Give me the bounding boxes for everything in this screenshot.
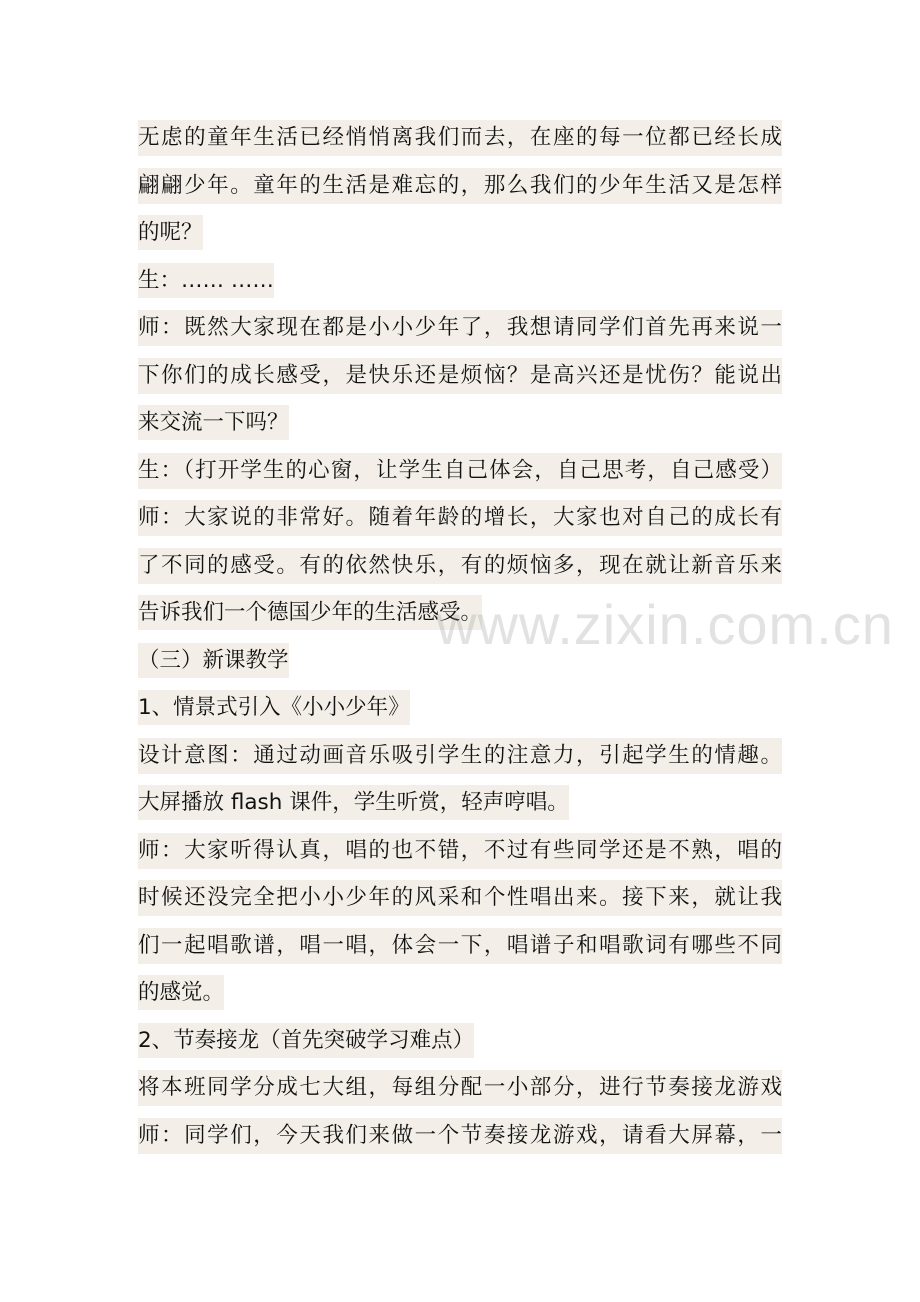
line-text: 来交流一下吗？ bbox=[138, 405, 289, 440]
line-text: 无虑的童年生活已经悄悄离我们而去，在座的每一位都已经长成 bbox=[138, 120, 782, 156]
line-text: 告诉我们一个德国少年的生活感受。 bbox=[138, 595, 482, 630]
watermark: www.zixin.com.cn bbox=[436, 593, 894, 656]
line-text: 生：（打开学生的心窗，让学生自己体会，自己思考，自己感受） bbox=[138, 453, 782, 489]
line-text: 师：同学们，今天我们来做一个节奏接龙游戏，请看大屏幕，一 bbox=[138, 1118, 782, 1154]
section-heading bbox=[138, 637, 788, 685]
line-text: 师：大家说的非常好。随着年龄的增长，大家也对自己的成长有 bbox=[138, 500, 782, 536]
line-text: （三）新课教学 bbox=[138, 643, 289, 678]
text-line bbox=[138, 874, 788, 922]
line-text: 师：大家听得认真，唱的也不错，不过有些同学还是不熟，唱的 bbox=[138, 833, 782, 869]
text-line bbox=[138, 114, 788, 162]
text-line bbox=[138, 399, 788, 447]
text-line bbox=[138, 352, 788, 400]
text-line bbox=[138, 732, 788, 780]
text-line bbox=[138, 969, 788, 1017]
line-text: 1、情景式引入《小小少年》 bbox=[138, 690, 410, 725]
line-text: 生：…… …… bbox=[138, 263, 274, 298]
text-line bbox=[138, 494, 788, 542]
text-line bbox=[138, 304, 788, 352]
text-line bbox=[138, 1064, 788, 1112]
line-text: 将本班同学分成七大组，每组分配一小部分，进行节奏接龙游戏 bbox=[138, 1070, 782, 1106]
line-text: 师：既然大家现在都是小小少年了，我想请同学们首先再来说一 bbox=[138, 310, 782, 346]
text-line bbox=[138, 589, 788, 637]
line-text: 大屏播放 flash 课件，学生听赏，轻声哼唱。 bbox=[138, 785, 569, 820]
line-text: 们一起唱歌谱，唱一唱，体会一下，唱谱子和唱歌词有哪些不同 bbox=[138, 928, 782, 964]
text-line bbox=[138, 209, 788, 257]
line-text: 下你们的成长感受，是快乐还是烦恼？是高兴还是忧伤？能说出 bbox=[138, 358, 782, 394]
subsection-heading bbox=[138, 1017, 788, 1065]
line-text: 的呢？ bbox=[138, 215, 203, 250]
subsection-heading bbox=[138, 684, 788, 732]
line-text: 2、节奏接龙（首先突破学习难点） bbox=[138, 1023, 474, 1058]
document-body bbox=[138, 114, 788, 1159]
text-line bbox=[138, 447, 788, 495]
text-line bbox=[138, 827, 788, 875]
text-line bbox=[138, 922, 788, 970]
text-line bbox=[138, 542, 788, 590]
line-text: 的感觉。 bbox=[138, 975, 224, 1010]
text-line bbox=[138, 257, 788, 305]
text-line bbox=[138, 1112, 788, 1160]
line-text: 翩翩少年。童年的生活是难忘的，那么我们的少年生活又是怎样 bbox=[138, 168, 782, 204]
text-line bbox=[138, 162, 788, 210]
line-text: 了不同的感受。有的依然快乐，有的烦恼多，现在就让新音乐来 bbox=[138, 548, 782, 584]
line-text: 时候还没完全把小小少年的风采和个性唱出来。接下来，就让我 bbox=[138, 880, 782, 916]
text-line bbox=[138, 779, 788, 827]
line-text: 设计意图：通过动画音乐吸引学生的注意力，引起学生的情趣。 bbox=[138, 738, 782, 774]
